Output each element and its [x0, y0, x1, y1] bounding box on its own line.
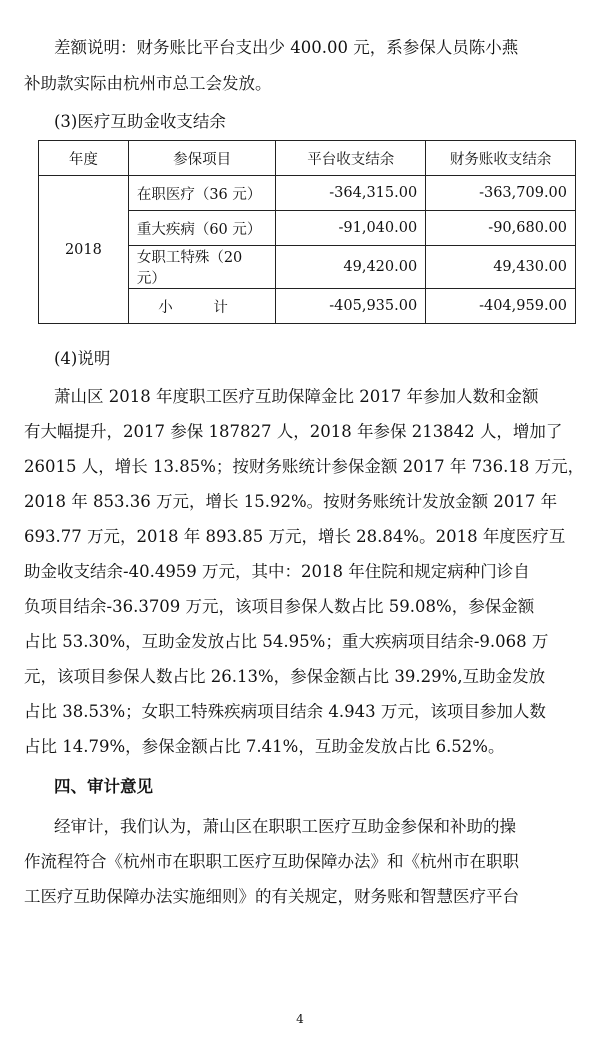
opinion-line: 经审计，我们认为，萧山区在职职工医疗互助金参保和补助的操 — [54, 817, 516, 836]
section-four-heading: 四、审计意见 — [54, 777, 153, 796]
finance-cell: -363,709.00 — [426, 176, 576, 211]
subtotal-finance: -404,959.00 — [426, 289, 576, 324]
table-row — [39, 176, 576, 211]
section-3-title: (3)医疗互助金收支结余 — [54, 112, 226, 131]
year-cell: 2018 — [39, 176, 129, 324]
explanation-line: 负项目结余-36.3709 万元，该项目参保人数占比 59.08%，参保金额 — [24, 597, 535, 616]
subtotal-label: 小 计 — [128, 289, 276, 324]
item-cell: 女职工特殊（20 元） — [128, 246, 276, 289]
explanation-line: 助金收支结余-40.4959 万元，其中：2018 年住院和规定病种门诊自 — [24, 562, 530, 581]
header-item: 参保项目 — [128, 141, 276, 176]
explanation-line: 占比 38.53%；女职工特殊疾病项目结余 4.943 万元，该项目参加人数 — [24, 702, 546, 721]
balance-table — [38, 140, 576, 324]
opinion-line: 作流程符合《杭州市在职职工医疗互助保障办法》和《杭州市在职职 — [24, 852, 519, 871]
item-cell: 在职医疗（36 元） — [128, 176, 276, 211]
section-4-title: (4)说明 — [54, 349, 111, 368]
header-platform: 平台收支结余 — [276, 141, 426, 176]
finance-cell: 49,430.00 — [426, 246, 576, 289]
explanation-line: 26015 人，增长 13.85%；按财务账统计参保金额 2017 年 736.18 万元， — [24, 457, 585, 476]
explanation-line: 2018 年 853.36 万元，增长 15.92%。按财务账统计发放金额 2017 年 — [24, 492, 558, 511]
platform-cell: 49,420.00 — [276, 246, 426, 289]
explanation-line: 有大幅提升，2017 参保 187827 人，2018 年参保 213842 人，增加了 — [24, 422, 563, 441]
platform-cell: -91,040.00 — [276, 211, 426, 246]
finance-cell: -90,680.00 — [426, 211, 576, 246]
explanation-line: 占比 53.30%，互助金发放占比 54.95%；重大疾病项目结余-9.068 万 — [24, 632, 549, 651]
header-finance: 财务账收支结余 — [426, 141, 576, 176]
explanation-line: 占比 14.79%，参保金额占比 7.41%，互助金发放占比 6.52%。 — [24, 737, 505, 756]
intro-line-2: 补助款实际由杭州市总工会发放。 — [24, 74, 272, 93]
explanation-line: 萧山区 2018 年度职工医疗互助保障金比 2017 年参加人数和金额 — [54, 387, 539, 406]
opinion-line: 工医疗互助保障办法实施细则》的有关规定，财务账和智慧医疗平台 — [24, 887, 519, 906]
header-year: 年度 — [39, 141, 129, 176]
subtotal-platform: -405,935.00 — [276, 289, 426, 324]
table-header-row — [39, 141, 576, 176]
page-number: 4 — [296, 1012, 304, 1026]
platform-cell: -364,315.00 — [276, 176, 426, 211]
item-cell: 重大疾病（60 元） — [128, 211, 276, 246]
explanation-line: 693.77 万元，2018 年 893.85 万元，增长 28.84%。2018 年度医疗互 — [24, 527, 566, 546]
explanation-line: 元，该项目参保人数占比 26.13%，参保金额占比 39.29%,互助金发放 — [24, 667, 546, 686]
intro-line-1: 差额说明：财务账比平台支出少 400.00 元，系参保人员陈小燕 — [54, 38, 519, 57]
